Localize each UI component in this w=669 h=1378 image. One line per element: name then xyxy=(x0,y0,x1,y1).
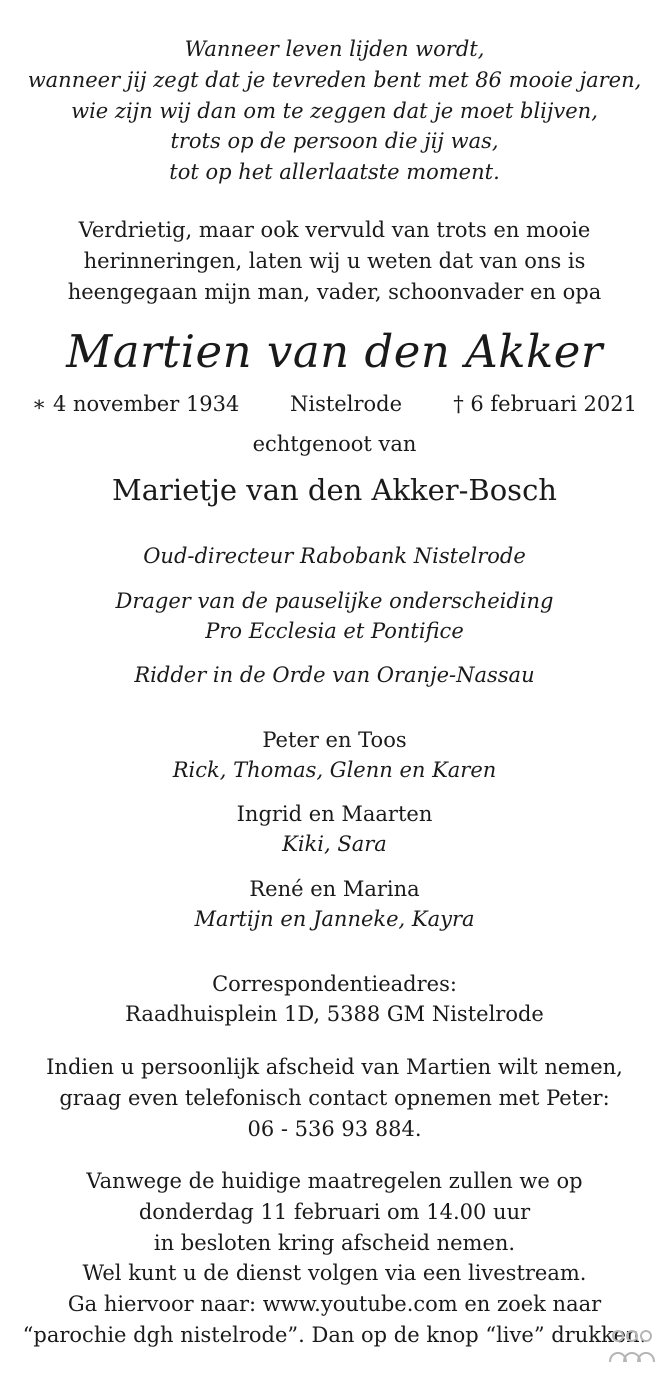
family-parents: René en Marina xyxy=(249,877,420,901)
poem-line: tot op het allerlaatste moment. xyxy=(169,160,500,185)
service-line: Ga hiervoor naar: www.youtube.com en zoek naar xyxy=(67,1292,602,1317)
title-line: Drager van de pauselijke onderscheiding xyxy=(115,589,554,613)
farewell-line: graag even telefonisch contact opnemen met Peter: xyxy=(59,1085,610,1110)
service-line: Vanwege de huidige maatregelen zullen we op xyxy=(86,1169,583,1193)
death-date: † 6 februari 2021 xyxy=(453,392,637,416)
service-text xyxy=(0,1166,669,1351)
service-line: “parochie dgh nistelrode”. Dan op de knop “live” drukken. xyxy=(22,1322,647,1347)
family-children: Rick, Thomas, Glenn en Karen xyxy=(172,758,497,782)
poem-line: Wanneer leven lijden wordt, xyxy=(184,37,485,61)
correspondence-address: Raadhuisplein 1D, 5388 GM Nistelrode xyxy=(125,1002,544,1026)
service-line: in besloten kring afscheid nemen. xyxy=(153,1230,516,1255)
service-line: Wel kunt u de dienst volgen via een livestream. xyxy=(82,1261,587,1286)
place: Nistelrode xyxy=(290,392,403,416)
dates-row xyxy=(0,389,669,419)
intro-text xyxy=(0,215,669,307)
correspondence-label: Correspondentieadres: xyxy=(212,972,457,996)
poem-line: trots op de persoon die jij was, xyxy=(170,129,499,154)
family-children: Martijn en Janneke, Kayra xyxy=(194,907,475,931)
birth-date: ∗ 4 november 1934 xyxy=(32,392,240,416)
title-line: Pro Ecclesia et Pontifice xyxy=(205,619,464,643)
farewell-text xyxy=(0,1052,669,1144)
intro-line: herinneringen, laten wij u weten dat van ons is xyxy=(83,248,586,273)
title-line: Oud-directeur Rabobank Nistelrode xyxy=(143,544,526,568)
deceased-name: Martien van den Akker xyxy=(66,325,603,378)
family-parents: Ingrid en Maarten xyxy=(236,802,433,826)
poem xyxy=(0,34,669,188)
spouse-label: echtgenoot van xyxy=(252,432,417,456)
family-children: Kiki, Sara xyxy=(282,832,387,856)
service-line: donderdag 11 februari om 14.00 uur xyxy=(138,1199,531,1224)
intro-line: heengegaan mijn man, vader, schoonvader en opa xyxy=(67,279,602,304)
three-figures-icon xyxy=(606,1328,658,1366)
intro-line: Verdrietig, maar ook vervuld van trots en mooie xyxy=(78,218,591,242)
poem-line: wanneer jij zegt dat je tevreden bent met 86 mooie jaren, xyxy=(27,67,642,92)
poem-line: wie zijn wij dan om te zeggen dat je moet blijven, xyxy=(71,98,598,123)
family-parents: Peter en Toos xyxy=(262,728,407,752)
title-line: Ridder in de Orde van Oranje-Nassau xyxy=(134,663,535,687)
farewell-line: Indien u persoonlijk afscheid van Martien wilt nemen, xyxy=(46,1055,623,1079)
spouse-name: Marietje van den Akker-Bosch xyxy=(112,473,557,507)
farewell-line: 06 - 536 93 884. xyxy=(247,1116,422,1141)
